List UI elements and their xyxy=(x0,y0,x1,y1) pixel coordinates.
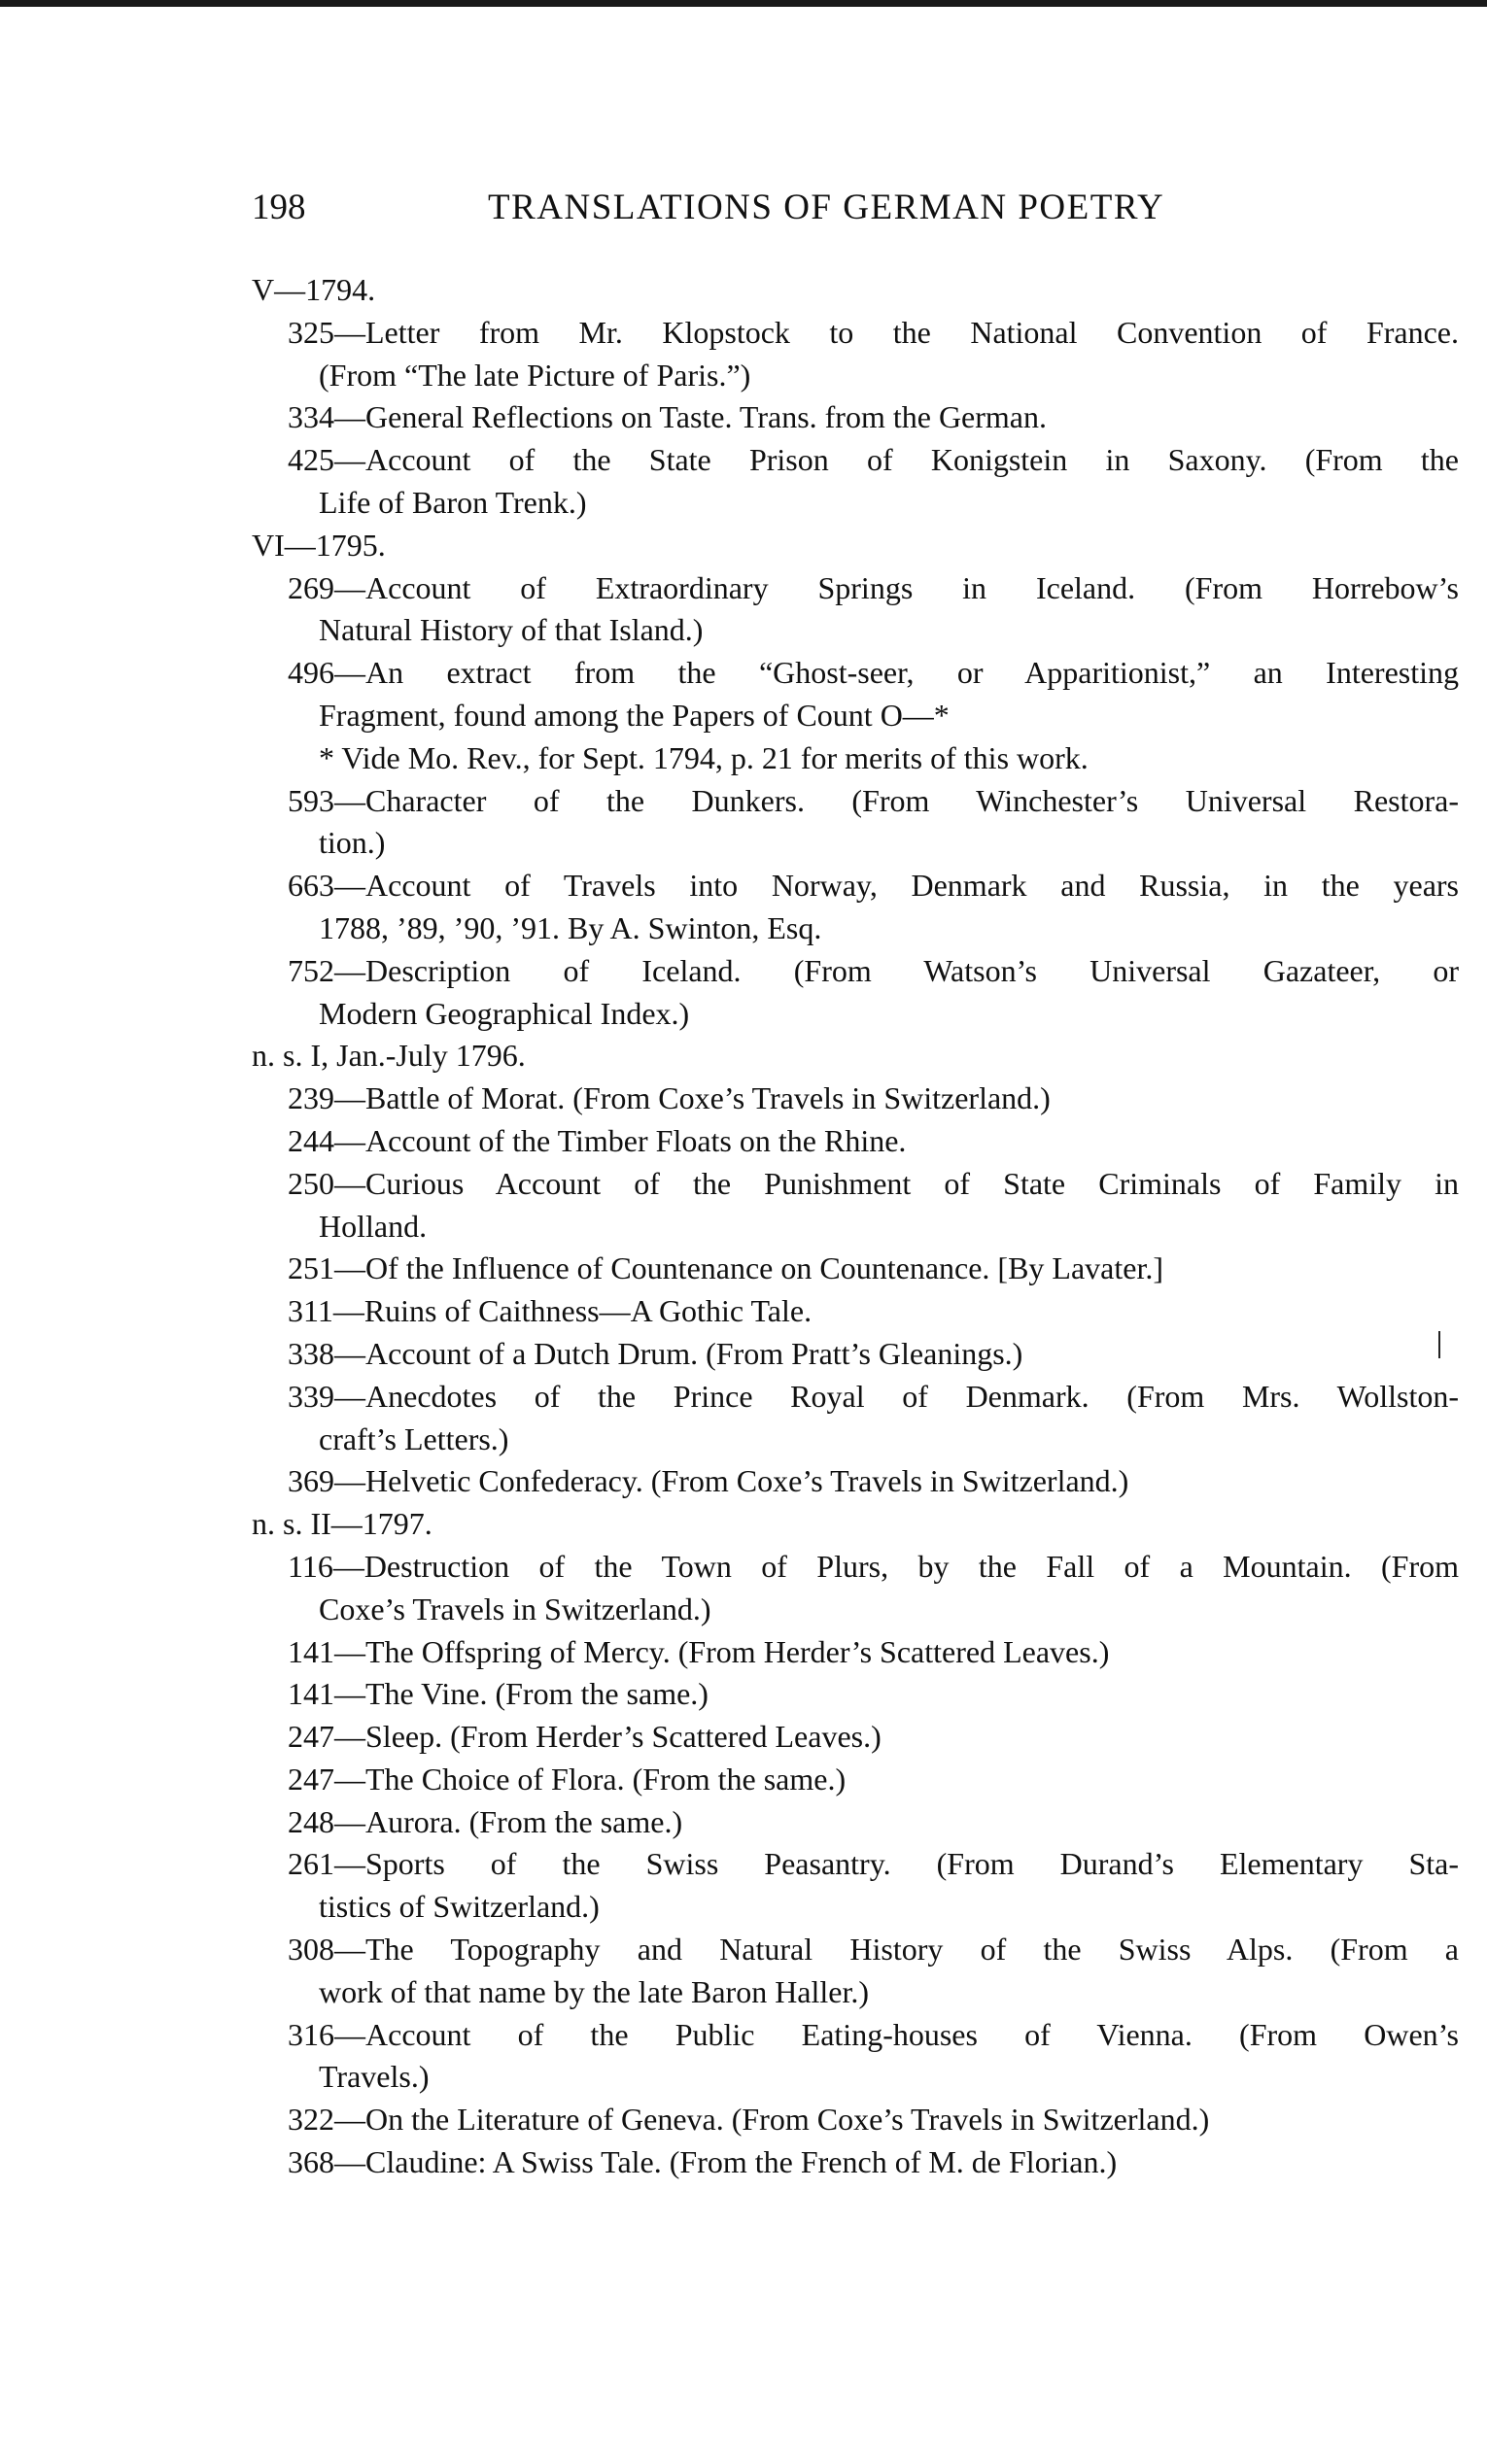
entry-line: 496—An extract from the “Ghost-seer, or Apparitionist,” an Interesting xyxy=(288,655,1459,691)
page-header xyxy=(252,187,1235,235)
entry-continuation: Natural History of that Island.) xyxy=(319,612,704,648)
entry-line: 425—Account of the State Prison of Konigstein in Saxony. (From the xyxy=(288,442,1459,478)
entry-continuation: work of that name by the late Baron Haller.) xyxy=(319,1973,870,2009)
list-item xyxy=(252,439,1459,525)
list-item xyxy=(252,396,1459,439)
list-item xyxy=(252,1929,1459,2014)
entry-line: 247—The Choice of Flora. (From the same.) xyxy=(288,1761,847,1797)
bibliography-list xyxy=(252,269,1459,2184)
entry-continuation: Modern Geographical Index.) xyxy=(319,995,690,1031)
list-item xyxy=(252,2014,1459,2100)
entry-line: 116—Destruction of the Town of Plurs, by the Fall of a Mountain. (From xyxy=(288,1548,1459,1584)
entry-line: 308—The Topography and Natural History of the Swiss Alps. (From a xyxy=(288,1932,1459,1968)
entry-line: 369—Helvetic Confederacy. (From Coxe’s Travels in Switzerland.) xyxy=(288,1463,1129,1499)
entry-continuation: craft’s Letters.) xyxy=(319,1420,509,1456)
section-heading: n. s. II—1797. xyxy=(252,1506,432,1542)
list-item xyxy=(252,1290,1459,1333)
entry-line: 141—The Vine. (From the same.) xyxy=(288,1676,709,1712)
entry-line: 325—Letter from Mr. Klopstock to the National Convention of France. xyxy=(288,314,1459,350)
entry-line: 663—Account of Travels into Norway, Denmark and Russia, in the years xyxy=(288,868,1459,904)
list-item xyxy=(252,312,1459,397)
entry-line: 261—Sports of the Swiss Peasantry. (From Durand’s Elementary Sta- xyxy=(288,1846,1459,1882)
list-item xyxy=(252,780,1459,866)
list-item xyxy=(252,1078,1459,1120)
entry-continuation: Travels.) xyxy=(319,2059,430,2095)
list-item xyxy=(252,2141,1459,2184)
list-item xyxy=(252,1120,1459,1163)
entry-line: 247—Sleep. (From Herder’s Scattered Leaves.) xyxy=(288,1719,882,1755)
entry-line: 322—On the Literature of Geneva. (From Coxe’s Travels in Switzerland.) xyxy=(288,2102,1210,2138)
list-item xyxy=(252,1460,1459,1503)
entry-continuation: Coxe’s Travels in Switzerland.) xyxy=(319,1591,711,1626)
list-item xyxy=(252,1673,1459,1716)
page-number: 198 xyxy=(252,188,306,227)
list-item xyxy=(252,1716,1459,1759)
list-item xyxy=(252,1163,1459,1249)
entry-line: 311—Ruins of Caithness—A Gothic Tale. xyxy=(288,1293,813,1329)
entry-line: 251—Of the Influence of Countenance on Countenance. [By Lavater.] xyxy=(288,1250,1164,1286)
list-item xyxy=(252,652,1459,779)
entry-line: 368—Claudine: A Swiss Tale. (From the French of M. de Florian.) xyxy=(288,2144,1118,2180)
entry-line: 239—Battle of Morat. (From Coxe’s Travels in Switzerland.) xyxy=(288,1080,1051,1116)
entry-continuation: Fragment, found among the Papers of Count O—* xyxy=(319,697,950,733)
entry-continuation: 1788, ’89, ’90, ’91. By A. Swinton, Esq. xyxy=(319,909,822,945)
list-item xyxy=(252,1546,1459,1631)
list-item xyxy=(252,1631,1459,1674)
list-item xyxy=(252,865,1459,950)
list-item xyxy=(252,1759,1459,1801)
entry-line: 593—Character of the Dunkers. (From Winchester’s Universal Restora- xyxy=(288,782,1459,818)
entry-line: 269—Account of Extraordinary Springs in Iceland. (From Horrebow’s xyxy=(288,569,1459,605)
list-item xyxy=(252,1333,1459,1376)
footnote-line: * Vide Mo. Rev., for Sept. 1794, p. 21 for merits of this work. xyxy=(319,739,1089,775)
entry-line: 339—Anecdotes of the Prince Royal of Denmark. (From Mrs. Wollston- xyxy=(288,1378,1459,1414)
list-item xyxy=(252,2099,1459,2141)
list-item xyxy=(252,1843,1459,1929)
list-item xyxy=(252,567,1459,653)
entry-continuation: tion.) xyxy=(319,825,386,861)
entry-line: 752—Description of Iceland. (From Watson’s Universal Gazateer, or xyxy=(288,952,1459,988)
entry-line: 338—Account of a Dutch Drum. (From Pratt’s Gleanings.) xyxy=(288,1335,1023,1371)
margin-mark xyxy=(1438,1331,1440,1358)
entry-line: 141—The Offspring of Mercy. (From Herder’s Scattered Leaves.) xyxy=(288,1633,1110,1669)
entry-line: 248—Aurora. (From the same.) xyxy=(288,1803,683,1839)
entry-line: 334—General Reflections on Taste. Trans. from the German. xyxy=(288,399,1047,435)
entry-line: 244—Account of the Timber Floats on the Rhine. xyxy=(288,1122,907,1158)
section-heading: n. s. I, Jan.-July 1796. xyxy=(252,1038,526,1074)
scan-top-edge xyxy=(0,0,1487,7)
list-item xyxy=(252,1248,1459,1290)
running-title: TRANSLATIONS OF GERMAN POETRY xyxy=(488,188,1165,227)
entry-continuation: tistics of Switzerland.) xyxy=(319,1889,600,1925)
entry-continuation: (From “The late Picture of Paris.”) xyxy=(319,357,751,393)
section-heading: V—1794. xyxy=(252,272,376,307)
entry-continuation: Life of Baron Trenk.) xyxy=(319,484,587,520)
list-item xyxy=(252,950,1459,1036)
entry-line: 250—Curious Account of the Punishment of State Criminals of Family in xyxy=(288,1165,1459,1201)
list-item xyxy=(252,1801,1459,1844)
entry-line: 316—Account of the Public Eating-houses of Vienna. (From Owen’s xyxy=(288,2016,1459,2052)
section-heading: VI—1795. xyxy=(252,527,386,563)
list-item xyxy=(252,1376,1459,1461)
entry-continuation: Holland. xyxy=(319,1208,428,1244)
